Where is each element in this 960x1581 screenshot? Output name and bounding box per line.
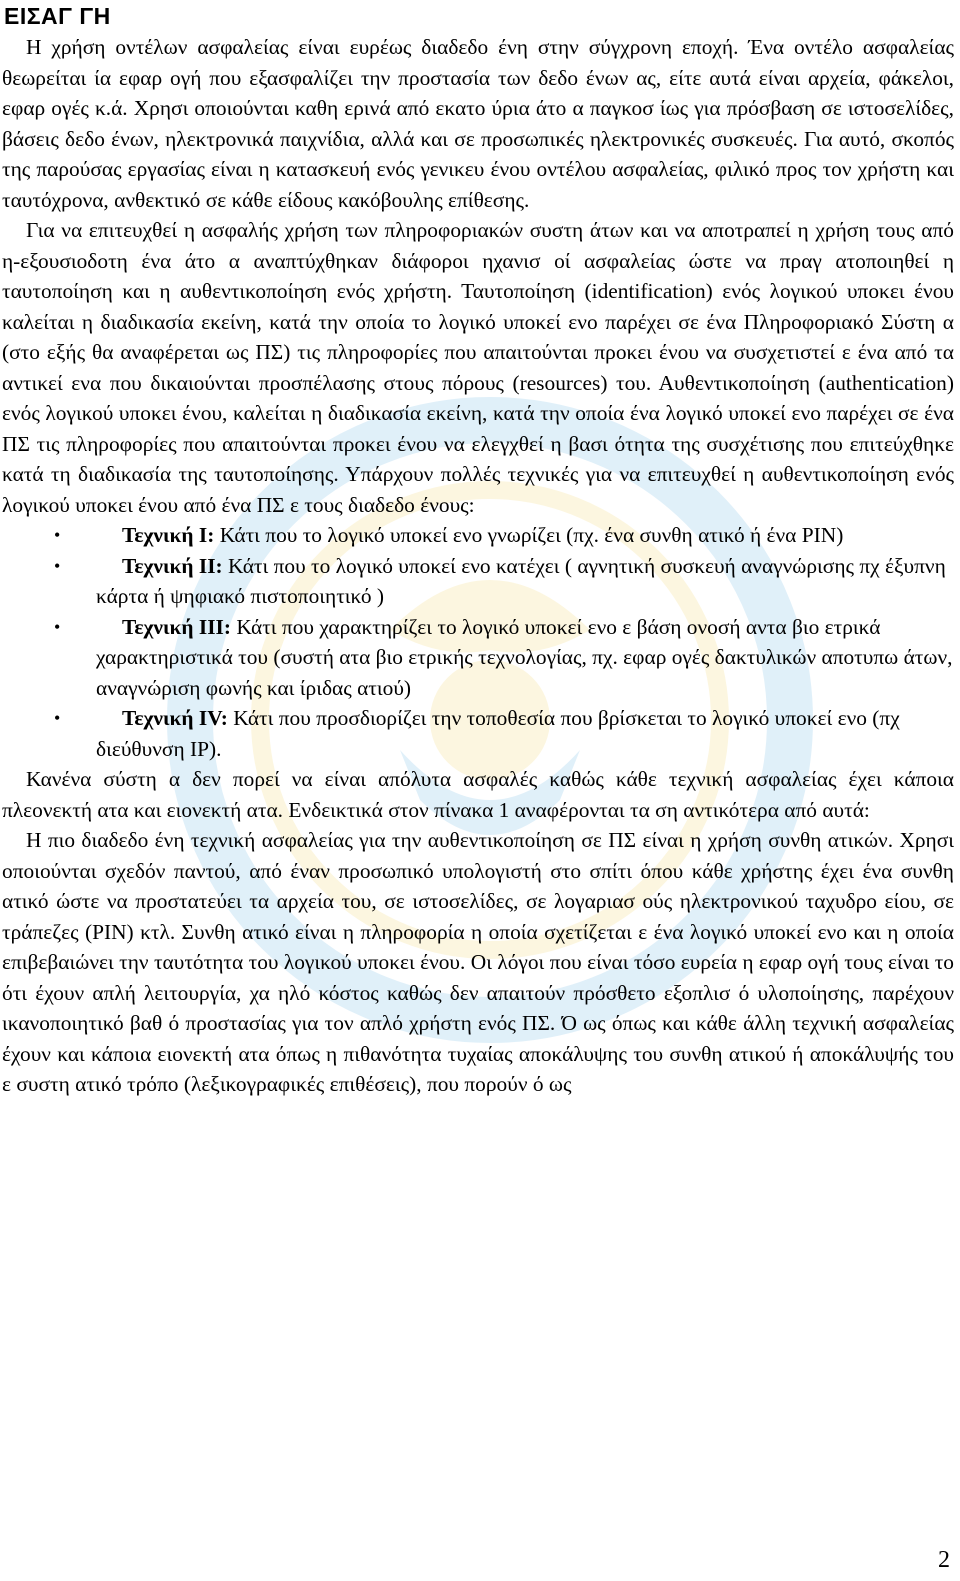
paragraph-passwords: Η πιο διαδεδο ένη τεχνική ασφαλείας για την αυθεντικοποίηση σε ΠΣ είναι η χρήση συνθη ατικών. Χρησι οποιούνται σχεδόν παντού, από έναν προσωπικό υπολογιστή στο σπίτι όπου κάθε χρήστης έχει ένα συνθη ατικό ώστε να προστατεύει τα αρχεία του, σε ιστοσελίδες, σε λογαριασ ούς ηλεκτρονικού ταχυδρο είου, σε τράπεζες (PIN) κτλ. Συνθη ατικό είναι η πληροφορία η οποία σχετίζεται ε ένα λογικό υποκεί ενο και η οποία επιβεβαιώνει την ταυτότητα του λογικού υποκει ένου. Οι λόγοι που είναι τόσο ευρεία η εφαρ ογή τους είναι το ότι έχουν απλή λειτουργία, χα ηλό κόστος καθώς δεν απαιτούν πρόσθετο εξοπλισ ό υλοποίησης, παρέχουν ικανοποιητικό βαθ ό προστασίας για τον απλό χρήστη ενός ΠΣ. Ό ως όπως και κάθε άλλη τεχνική ασφαλείας έχουν και κάποια ειονεκτή ατα όπως η πιθανότητα τυχαίας αποκάλυψης του συνθη ατικού ή αποκάλυψής του ε συστη ατικό τρόπο (λεξικογραφικές επιθέσεις), που πορούν ό ως — [2, 828, 954, 1096]
technique-text: Κάτι που το λογικό υποκεί ενο κατέχει ( αγνητική συσκευή αναγνώρισης πχ έξυπνη κάρτα ή ψηφιακό πιστοποιητικό ) — [96, 553, 946, 608]
technique-text: Κάτι που το λογικό υποκεί ενο γνωρίζει (πχ. ένα συνθη ατικό ή ένα PIN) — [214, 523, 844, 547]
technique-label: Τεχνική IV: — [122, 706, 228, 730]
paragraph-no-system-secure: Κανένα σύστη α δεν πορεί να είναι απόλυτα ασφαλές καθώς κάθε τεχνική ασφαλείας έχει κάποια πλεονεκτή ατα και ειονεκτή ατα. Ενδεικτικά στον πίνακα 1 αναφέρονται τα ση αντικότερα από αυτά: — [2, 767, 954, 822]
section-heading: ΕΙΣΑΓ ΓΗ — [4, 3, 111, 29]
technique-label: Τεχνική II: — [122, 553, 223, 578]
bullet-icon: • — [54, 616, 61, 637]
bullet-icon: • — [54, 555, 61, 576]
list-item — [2, 551, 954, 612]
page-number: 2 — [938, 1547, 950, 1573]
techniques-list — [2, 520, 954, 764]
paragraph-intro: Η χρήση οντέλων ασφαλείας είναι ευρέως διαδεδο ένη στην σύγχρονη εποχή. Ένα οντέλο ασφαλείας θεωρείται ία εφαρ ογή που εξασφαλίζει την προστασία των δεδο ένων ας, είτε αυτά είναι αρχεία, φάκελοι, εφαρ ογές κ.ά. Χρησι οποιούνται καθη ερινά από εκατο ύρια άτο α παγκοσ ίως για πρόσβαση σε ιστοσελίδες, βάσεις δεδο ένων, ηλεκτρονικά παιχνίδια, αλλά και σε προσωπικές ηλεκτρονικές συσκευές. Για αυτό, σκοπός της παρούσας εργασίας είναι η κατασκευή ενός γενικευ ένου οντέλου ασφαλείας, φιλικό προς τον χρήστη και ταυτόχρονα, ανθεκτικό σε κάθε είδους κακόβουλης επίθεσης. — [2, 35, 954, 212]
technique-label: Τεχνική III: — [122, 614, 231, 639]
paragraph-identification: Για να επιτευχθεί η ασφαλής χρήση των πληροφοριακών συστη άτων και να αποτραπεί η χρήση τους από η-εξουσιοδοτη ένα άτο α αναπτύχθηκαν διάφοροι ηχανισ οί ασφαλείας ώστε να πραγ ατοποιηθεί η ταυτοποίηση και η αυθεντικοποίηση ενός χρήστη. Ταυτοποίηση (identification) ενός λογικού υποκει ένου καλείται η διαδικασία εκείνη, κατά την οποία το λογικό υποκεί ενο παρέχει σε ένα Πληροφοριακό Σύστη α (στο εξής θα αναφέρεται ως ΠΣ) τις πληροφορίες που απαιτούνται προκει ένου να συσχετιστεί ε ένα από τα αντικεί ενα που δικαιούνται προσπέλασης στους πόρους (resources) του. Αυθεντικοποίηση (authentication) ενός λογικού υποκει ένου, καλείται η διαδικασία εκείνη, κατά την οποία ένα λογικό υποκεί ενο παρέχει σε ένα ΠΣ τις πληροφορίες που απαιτούνται προκει ένου να ελεγχθεί η βασι ότητα της συσχέτισης που επιτεύχθηκε κατά τη διαδικασία της ταυτοποίησης. Υπάρχουν πολλές τεχνικές για να επιτευχθεί η αυθεντικοποίηση ενός λογικού υποκει ένου από ένα ΠΣ ε τους διαδεδο ένους: — [2, 218, 954, 517]
list-item — [2, 520, 954, 551]
technique-text: Κάτι που προσδιορίζει την τοποθεσία που βρίσκεται το λογικό υποκεί ενο (πχ διεύθυνση IP). — [96, 706, 900, 761]
technique-text: Κάτι που χαρακτηρίζει το λογικό υποκεί ενο ε βάση ονοσή αντα βιο ετρικά χαρακτηριστικά του (συστή ατα βιο ετρικής τεχνολογίας, πχ. εφαρ ογές δακτυλικών αποτυπω άτων, αναγνώριση φωνής και ίριδας ατιού) — [96, 614, 953, 700]
list-item — [2, 612, 954, 704]
technique-label: Τεχνική I: — [122, 523, 215, 547]
document-body — [2, 2, 954, 1100]
list-item — [2, 703, 954, 764]
bullet-icon: • — [54, 708, 61, 728]
bullet-icon: • — [54, 525, 61, 545]
